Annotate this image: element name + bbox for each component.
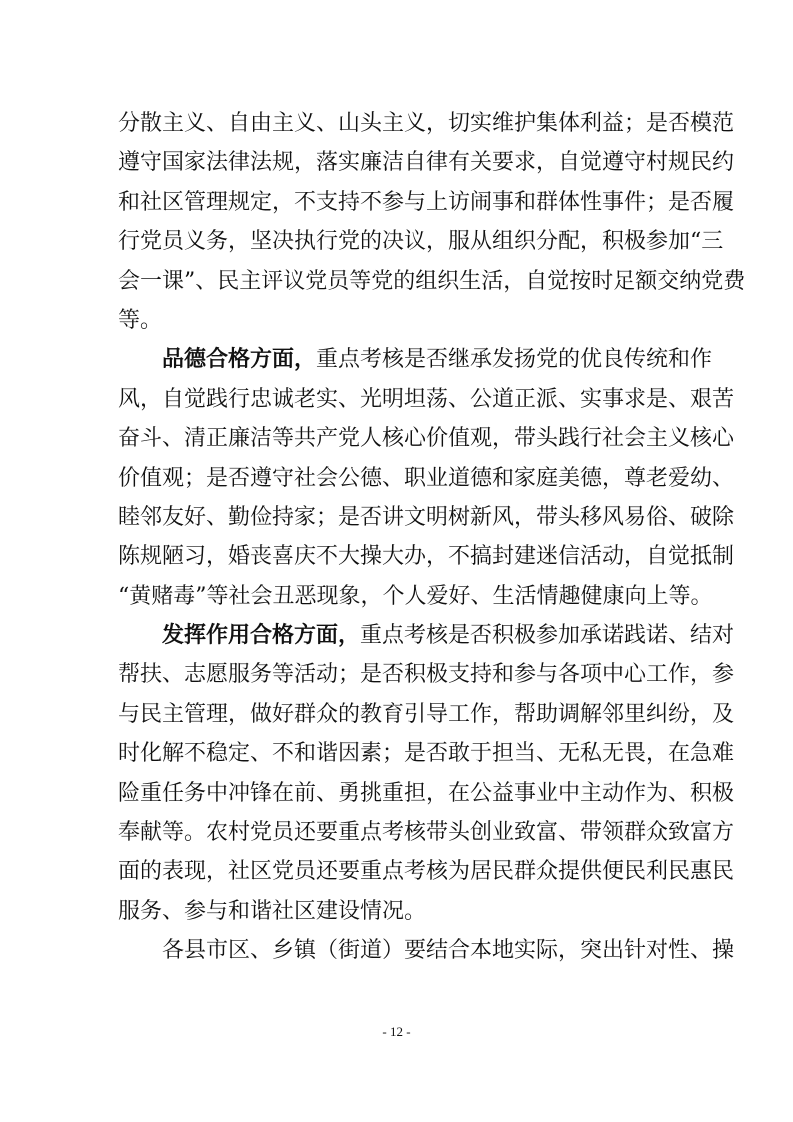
text-line-content: 重点考核是否积极参加承诺践诺、结对 xyxy=(360,623,735,649)
text-line: 奉献等。农村党员还要重点考核带头创业致富、带领群众致富方 xyxy=(118,820,735,846)
text-line: 睦邻友好、勤俭持家；是否讲文明树新风，带头移风易俗、破除 xyxy=(118,504,735,530)
section-heading-morality: 品德合格方面， xyxy=(162,346,317,373)
text-line: 时化解不稳定、不和谐因素；是否敢于担当、无私无畏，在急难 xyxy=(118,741,735,767)
text-line: 与民主管理，做好群众的教育引导工作，帮助调解邻里纠纷，及 xyxy=(118,701,735,727)
text-line: 等。 xyxy=(118,307,163,333)
document-body xyxy=(118,104,746,971)
text-line: 遵守国家法律法规，落实廉洁自律有关要求，自觉遵守村规民约 xyxy=(118,150,735,176)
text-line: 奋斗、清正廉洁等共产党人核心价值观，带头践行社会主义核心 xyxy=(118,426,735,452)
text-line: 价值观；是否遵守社会公德、职业道德和家庭美德，尊老爱幼、 xyxy=(118,465,735,491)
paragraph-morality xyxy=(118,340,735,616)
paragraph-implementation xyxy=(118,931,735,970)
text-line: 面的表现，社区党员还要重点考核为居民群众提供便民利民惠民 xyxy=(118,859,735,885)
text-line: 风，自觉践行忠诚老实、光明坦荡、公道正派、实事求是、艰苦 xyxy=(118,386,735,412)
text-line xyxy=(118,340,713,379)
text-line: 陈规陋习，婚丧喜庆不大操大办，不搞封建迷信活动，自觉抵制 xyxy=(118,544,735,570)
text-line: 分散主义、自由主义、山头主义，切实维护集体利益；是否模范 xyxy=(118,111,735,136)
section-heading-role: 发挥作用合格方面， xyxy=(162,622,361,649)
text-line-content: 重点考核是否继承发扬党的优良传统和作 xyxy=(316,347,713,373)
text-line: 服务、参与和谐社区建设情况。 xyxy=(118,898,427,924)
paragraph-role xyxy=(118,616,735,931)
text-line: 各县市区、乡镇（街道）要结合本地实际，突出针对性、操 xyxy=(162,938,735,964)
text-line: 会一课”、民主评议党员等党的组织生活，自觉按时足额交纳党费 xyxy=(118,268,746,294)
text-line: “黄赌毒”等社会丑恶现象，个人爱好、生活情趣健康向上等。 xyxy=(118,583,713,609)
page-number: - 12 - xyxy=(382,1024,411,1039)
text-line: 行党员义务，坚决执行党的决议，服从组织分配，积极参加“三 xyxy=(118,229,724,255)
text-line: 帮扶、志愿服务等活动；是否积极支持和参与各项中心工作，参 xyxy=(118,662,735,688)
text-line xyxy=(118,616,735,655)
text-line: 和社区管理规定，不支持不参与上访闹事和群体性事件；是否履 xyxy=(118,189,735,215)
paragraph-political xyxy=(118,104,746,340)
text-line: 险重任务中冲锋在前、勇挑重担，在公益事业中主动作为、积极 xyxy=(118,780,735,806)
